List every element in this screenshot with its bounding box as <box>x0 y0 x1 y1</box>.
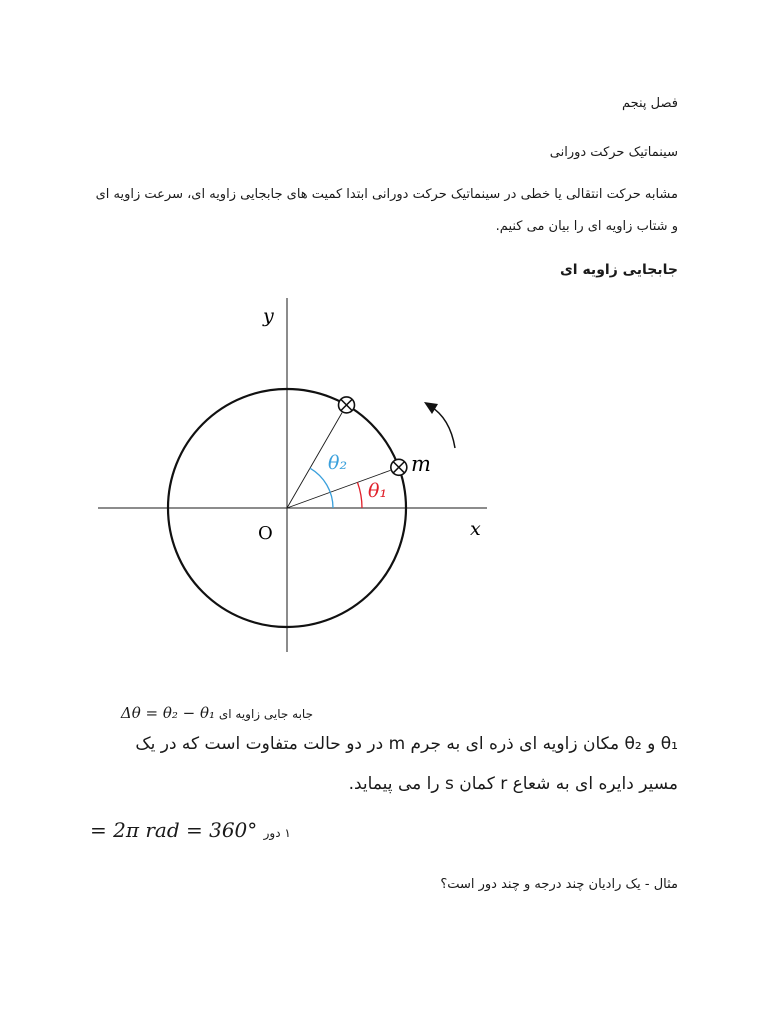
conversion-value: = 2π rad = 360° <box>90 818 258 842</box>
mass-label: m <box>411 452 431 476</box>
curved-arrow <box>430 406 455 448</box>
circle-diagram <box>90 295 510 665</box>
statement-line-1: θ₁ و θ₂ مکان زاویه ای ذره ای به جرم m در دو حالت متفاوت است که در یک <box>135 734 678 754</box>
statement-line-2: مسیر دایره ای به شعاع r کمان s را می پیماید. <box>348 774 678 794</box>
theta2-arc <box>310 468 333 508</box>
heading-angular-displacement: جابجایی زاویه ای <box>559 262 678 278</box>
y-axis-label: y <box>263 305 274 327</box>
conversion-unit: ۱ دور <box>263 826 291 840</box>
conversion-row <box>90 818 291 842</box>
curved-arrow-head <box>424 402 438 414</box>
origin-label: O <box>258 523 273 544</box>
equation-label: جابه جایی زاویه ای <box>218 707 313 721</box>
chapter-title: فصل پنجم <box>621 96 678 111</box>
intro-line-2: و شتاب زاویه ای را بیان می کنیم. <box>495 219 678 234</box>
theta2-label: θ₂ <box>328 452 348 474</box>
intro-line-1: مشابه حرکت انتقالی یا خطی در سینماتیک حرکت دورانی ابتدا کمیت های جابجایی زاویه ای، سرعت زاویه ای <box>95 187 678 202</box>
section-title: سینماتیک حرکت دورانی <box>549 145 678 160</box>
theta1-label: θ₁ <box>368 480 388 502</box>
example-question: مثال - یک رادیان چند درجه و چند دور است؟ <box>440 877 678 892</box>
theta1-arc <box>357 482 362 508</box>
equation-formula: Δθ = θ₂ − θ₁ <box>120 704 216 722</box>
x-axis-label: x <box>470 518 481 540</box>
equation-row <box>90 704 313 722</box>
